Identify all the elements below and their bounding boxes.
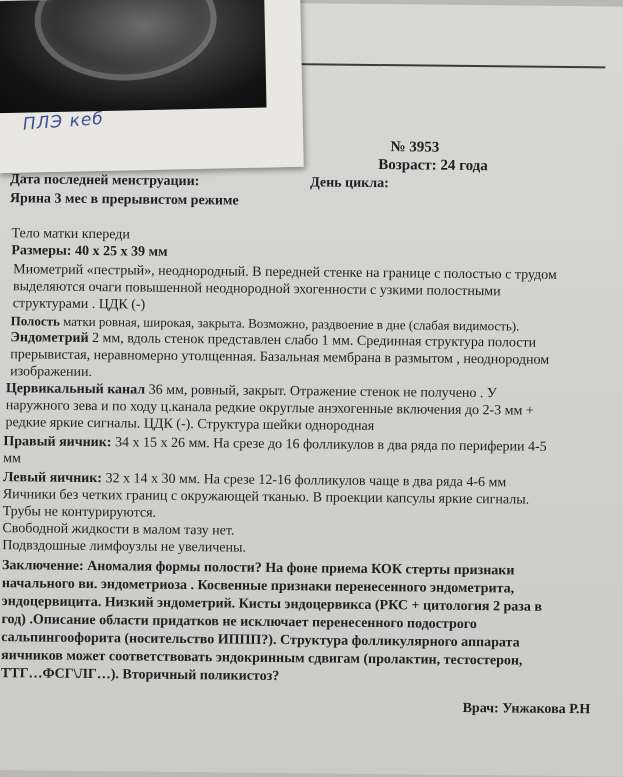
uterus-position: Тело матки кпереди (11, 226, 131, 243)
cavity-label: Полость (10, 313, 60, 329)
conclusion-line: эндоцервицита. Низкий эндометрий. Кисты эндоцервикса (РКС + цитология 2 раза в (1, 594, 543, 615)
last-menstruation-label: Дата последней менструации: (10, 172, 200, 190)
ultrasound-photo-card (0, 0, 304, 173)
patient-age: Возраст: 24 года (378, 157, 488, 175)
uterus-size (11, 243, 167, 261)
left-ovary-text: 32 х 14 х 30 мм. На срезе 12-16 фолликулов чаще в два ряда 4-6 мм (105, 471, 507, 491)
ovary-note: Трубы не контурируются. (2, 504, 157, 521)
conclusion-line: яичников может соответствовать эндокринным сдвигам (пролактин, тестостерон, (1, 648, 523, 669)
ultrasound-scan-shape (33, 0, 218, 82)
cervix-line: наружного зева и по ходу ц.канала редкие округлые анэхогенные включения до 2-3 мм + (5, 398, 534, 419)
myometrium-line: структурами . ЦДК (-) (12, 296, 146, 313)
conclusion-line: начального ви. эндометриоза . Косвенные признаки перенесенного эндометрита, (1, 576, 515, 597)
right-ovary-line (3, 434, 546, 456)
conclusion-line: Заключение: Аномалия формы полости? На фоне приема КОК стерты признаки (1, 558, 515, 579)
protocol-number: № 3953 (390, 139, 440, 156)
header-rule (295, 63, 605, 68)
cycle-day-label: День цикла: (310, 175, 389, 192)
handwritten-note: ПЛЭ кеб (22, 108, 105, 135)
endometrium-line: изображении. (10, 364, 93, 381)
endometrium-line: прерывистая, неравномерно утолщенная. Базальная мембрана в размытом , неоднородном (10, 347, 550, 368)
myometrium-line: Миометрий «пестрый», неоднородный. В передней стенке на границе с полостью с трудом (13, 262, 557, 283)
right-ovary-cont: мм (3, 451, 21, 467)
cervix-text: 36 мм, ровный, закрыт. Отражение стенок не получено . У (148, 382, 497, 402)
uterus-size-label: Размеры: (11, 243, 72, 259)
right-ovary-label: Правый яичник: (3, 434, 112, 451)
endometrium-text: 2 мм, вдоль стенок представлен слабо 1 мм. Срединная структура полости (91, 331, 537, 351)
ovary-note: Свободной жидкости в малом тазу нет. (2, 521, 235, 539)
doctor-signature: Врач: Унжакова Р.Н (462, 700, 591, 718)
left-ovary-label: Левый яичник: (2, 470, 103, 487)
ovary-note: Подвздошные лимфоузлы не увеличены. (2, 538, 246, 556)
cervix-label: Цервикальный канал (5, 381, 146, 398)
right-ovary-text: 34 х 15 х 26 мм. На срезе до 16 фолликулов в два ряда по периферии 4-5 (114, 435, 547, 455)
uterus-size-value: 40 х 25 х 39 мм (74, 243, 168, 260)
conclusion-line: сальпингоофорита (носительство ИППП?). Структура фолликулярного аппарата (1, 630, 520, 651)
ultrasound-image (0, 0, 267, 113)
cavity-text: матки ровная, широкая, закрыта. Возможно, раздвоение в дне (слабая видимость). (63, 313, 520, 334)
cervix-line: редкие яркие сигналы. ЦДК (-). Структура шейки однородная (5, 415, 375, 435)
conclusion-line: ТТГ…ФСГ\ЛГ…). Вторичный поликистоз? (0, 666, 280, 685)
conclusion-line: год) .Описание области придатков не исключает перенесенного подострого (1, 612, 477, 633)
medication-text: Ярина 3 мес в прерывистом режиме (9, 191, 239, 209)
ovary-note: Яичники без четких границ с окружающей тканью. В проекции капсулы яркие сигналы. (2, 487, 530, 508)
myometrium-line: выделяются очаги повышенной неоднородной эхогенности с узкими полостными (12, 279, 501, 300)
endometrium-label: Эндометрий (10, 330, 89, 347)
